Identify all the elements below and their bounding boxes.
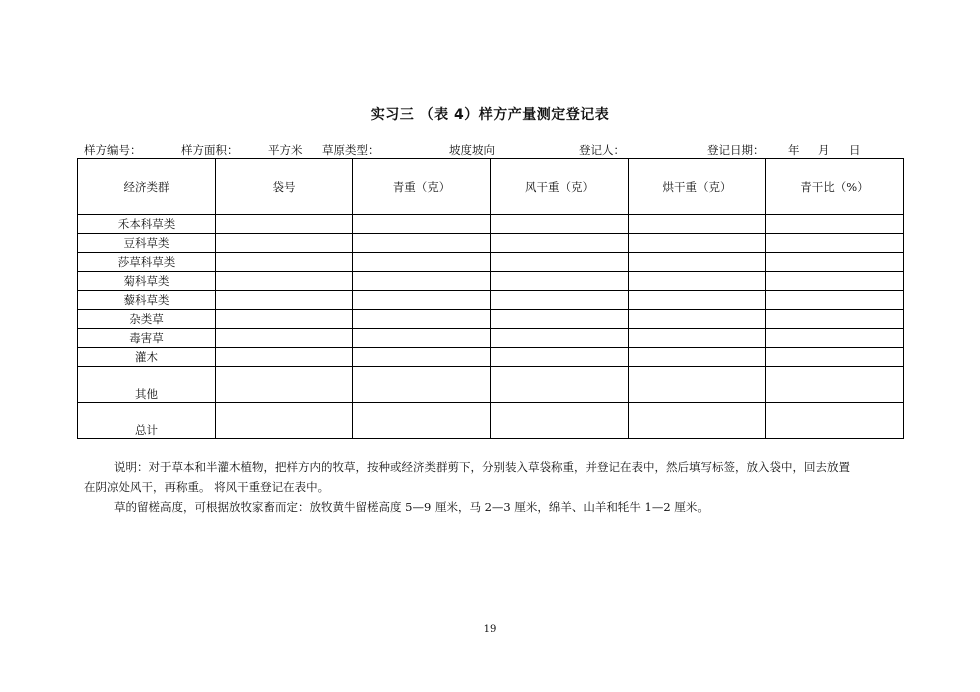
category-cell: 杂类草 [78,310,216,329]
entry-cell [216,234,353,253]
category-cell: 毒害草 [78,329,216,348]
entry-cell [216,215,353,234]
header-air-dry-weight: 风干重（克） [491,159,629,215]
entry-cell [491,253,629,272]
day-label: 日 [849,143,861,157]
entry-cell [766,234,904,253]
entry-cell [216,329,353,348]
instructions-text [84,457,902,517]
sample-area-label: 样方面积： [181,143,239,157]
entry-cell [491,403,629,439]
note-paragraph-1-line-2: 在阴凉处风干，再称重。 将风干重登记在表中。 [84,480,330,494]
header-fresh-dry-ratio: 青干比（%） [766,159,904,215]
header-bag-number: 袋号 [216,159,353,215]
entry-cell [491,310,629,329]
table-row [78,215,904,234]
table-row [78,272,904,291]
entry-cell [629,272,766,291]
header-fresh-weight: 青重（克） [353,159,491,215]
table-row [78,234,904,253]
entry-cell [353,253,491,272]
table-row [78,403,904,439]
page-title: 实习三 （表 4）样方产量测定登记表 [370,107,610,123]
table-row [78,367,904,403]
entry-cell [629,310,766,329]
category-cell: 豆科草类 [78,234,216,253]
entry-cell [766,403,904,439]
grassland-type-label: 草原类型： [322,143,380,157]
category-cell: 其他 [78,367,216,403]
category-cell: 灌木 [78,348,216,367]
month-label: 月 [818,143,830,157]
entry-cell [353,367,491,403]
note-paragraph-1-line-1: 说明：对于草本和半灌木植物，把样方内的牧草，按种或经济类群剪下，分别装入草袋称重，并登记在表中，然后填写标签，放入袋中，回去放置 [114,460,850,474]
yield-record-table [77,158,904,439]
entry-cell [629,367,766,403]
table-row [78,291,904,310]
page-number: 19 [483,624,497,635]
entry-cell [216,367,353,403]
entry-cell [353,234,491,253]
record-date-label: 登记日期： [707,143,765,157]
entry-cell [766,291,904,310]
entry-cell [629,403,766,439]
category-cell: 禾本科草类 [78,215,216,234]
entry-cell [216,403,353,439]
table-row [78,348,904,367]
entry-cell [353,310,491,329]
entry-cell [629,215,766,234]
area-unit-label: 平方米 [268,143,303,157]
entry-cell [353,291,491,310]
entry-cell [629,291,766,310]
entry-cell [491,291,629,310]
entry-cell [629,234,766,253]
table-header-row [78,159,904,215]
entry-cell [491,367,629,403]
entry-cell [491,215,629,234]
entry-cell [766,310,904,329]
entry-cell [491,348,629,367]
entry-cell [491,329,629,348]
recorder-label: 登记人： [579,143,625,157]
entry-cell [629,348,766,367]
sample-number-label: 样方编号： [84,143,142,157]
entry-cell [216,253,353,272]
note-paragraph-2: 草的留槎高度，可根据放牧家畜而定：放牧黄牛留槎高度 5—9 厘米，马 2—3 厘米，绵羊、山羊和牦牛 1—2 厘米。 [114,500,709,514]
entry-cell [216,348,353,367]
slope-aspect-label: 坡度坡向 [449,143,495,157]
entry-cell [766,329,904,348]
entry-cell [353,272,491,291]
entry-cell [353,215,491,234]
entry-cell [766,367,904,403]
category-cell: 藜科草类 [78,291,216,310]
category-cell: 总计 [78,403,216,439]
entry-cell [766,272,904,291]
entry-cell [353,348,491,367]
entry-cell [216,291,353,310]
entry-cell [353,403,491,439]
entry-cell [491,272,629,291]
entry-cell [629,329,766,348]
table-row [78,329,904,348]
category-cell: 莎草科草类 [78,253,216,272]
entry-cell [766,215,904,234]
table-row [78,310,904,329]
entry-cell [216,310,353,329]
table-row [78,253,904,272]
header-economic-group: 经济类群 [78,159,216,215]
entry-cell [353,329,491,348]
entry-cell [491,234,629,253]
entry-cell [766,348,904,367]
entry-cell [766,253,904,272]
category-cell: 菊科草类 [78,272,216,291]
year-label: 年 [788,143,800,157]
header-oven-dry-weight: 烘干重（克） [629,159,766,215]
entry-cell [216,272,353,291]
entry-cell [629,253,766,272]
